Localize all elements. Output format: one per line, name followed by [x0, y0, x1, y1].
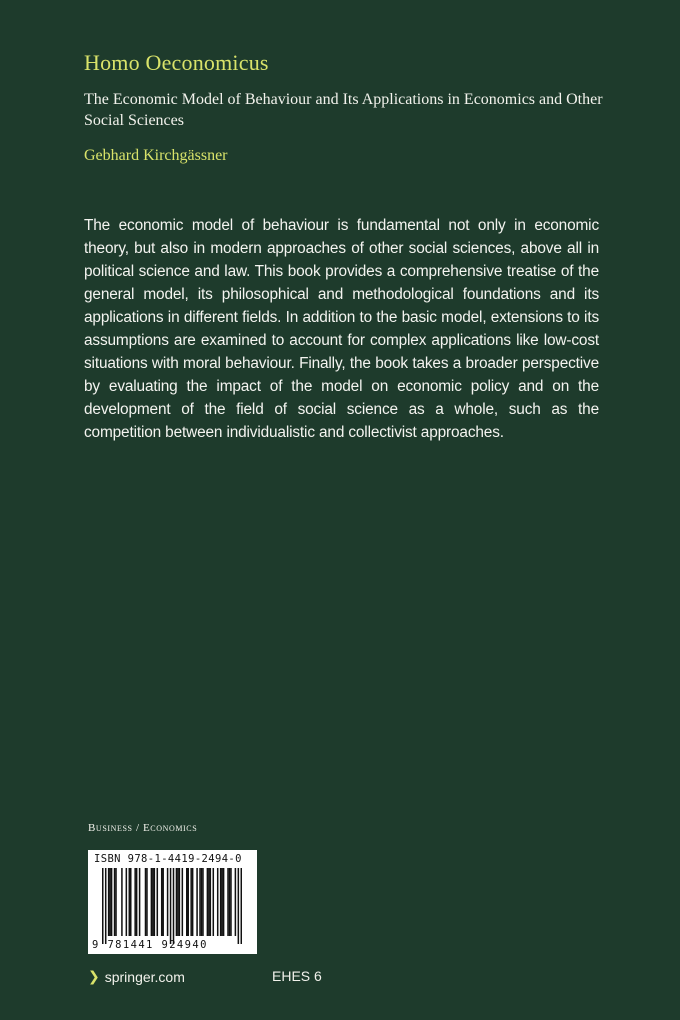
barcode-bar	[241, 868, 242, 944]
barcode-bar	[146, 868, 148, 936]
back-cover-blurb: The economic model of behaviour is fundamental not only in economic theory, but also in modern approaches of other social sciences, above all in political science and law. This book provides a comprehensive treatise of the general model, its philosophical and methodological foundations and its applications in different fields. In addition to the basic model, extensions to its assumptions are examined to account for complex applications like low-cost situations with moral behaviour. Finally, the book takes a broader perspective by evaluating the impact of the model on economic policy and on the development of the field of social science as a whole, such as the competition between individualistic and collectivist approaches.	[84, 217, 599, 441]
series-code: EHES 6	[272, 968, 322, 984]
barcode-bar	[217, 868, 219, 936]
barcode-bar	[115, 868, 117, 936]
barcode-bars	[102, 868, 242, 944]
barcode-bar	[220, 868, 222, 936]
publisher-website: springer.com	[104, 968, 185, 985]
barcode-bar	[157, 868, 159, 936]
chevron-right-icon: ❯	[88, 968, 100, 984]
barcode-bar	[173, 868, 175, 944]
barcode-bar	[208, 868, 210, 936]
book-author: Gebhard Kirchgässner	[84, 147, 228, 164]
barcode-bar	[227, 868, 229, 936]
barcode-bar	[139, 868, 141, 936]
barcode-bar	[154, 868, 156, 936]
barcode-bar	[210, 868, 212, 936]
barcode-bar	[223, 868, 225, 936]
barcode-bar	[202, 868, 204, 936]
barcode-bar	[111, 868, 113, 936]
barcode-bar	[213, 868, 215, 936]
barcode-bar	[179, 868, 181, 936]
barcode-bar	[177, 868, 179, 936]
barcode-bar	[182, 868, 184, 936]
barcode-bar	[196, 868, 198, 936]
book-subtitle: The Economic Model of Behaviour and Its Applications in Economics and Other Social Sciences	[84, 91, 603, 129]
barcode-bar	[186, 868, 188, 936]
barcode-bar	[199, 868, 201, 936]
barcode-bar	[207, 868, 209, 936]
barcode-bar	[151, 868, 153, 936]
barcode-bar	[201, 868, 203, 936]
barcode-bar	[134, 868, 136, 936]
barcode-bar	[192, 868, 194, 936]
ean-digits: 9 781441 924940	[92, 939, 208, 951]
barcode-bar	[121, 868, 123, 936]
barcode-bar	[230, 868, 232, 936]
barcode-bar	[176, 868, 178, 936]
barcode-bar	[235, 868, 237, 936]
barcode-bar	[238, 868, 240, 944]
barcode-bar	[126, 868, 128, 936]
barcode-bar	[229, 868, 231, 936]
subject-category: Business / Economics	[88, 822, 198, 834]
barcode-bar	[187, 868, 189, 936]
barcode-bar	[221, 868, 223, 936]
barcode-bar	[102, 868, 104, 944]
barcode-bar	[145, 868, 147, 936]
barcode-bar	[105, 868, 107, 944]
book-title: Homo Oeconomicus	[84, 50, 269, 75]
barcode-bar	[170, 868, 172, 944]
isbn-label: ISBN 978-1-4419-2494-0	[94, 853, 242, 865]
barcode-bar	[129, 868, 131, 936]
barcode-bar	[162, 868, 164, 936]
barcode-bar	[161, 868, 163, 936]
barcode-bar	[108, 868, 110, 936]
barcode-bar	[167, 868, 169, 936]
isbn-barcode	[88, 850, 257, 954]
barcode-bar	[136, 868, 138, 936]
barcode-bar	[152, 868, 154, 936]
barcode-bar	[130, 868, 132, 936]
barcode-bar	[109, 868, 111, 936]
barcode-bar	[114, 868, 116, 936]
barcode-bar	[190, 868, 192, 936]
publisher-link[interactable]	[88, 968, 185, 985]
